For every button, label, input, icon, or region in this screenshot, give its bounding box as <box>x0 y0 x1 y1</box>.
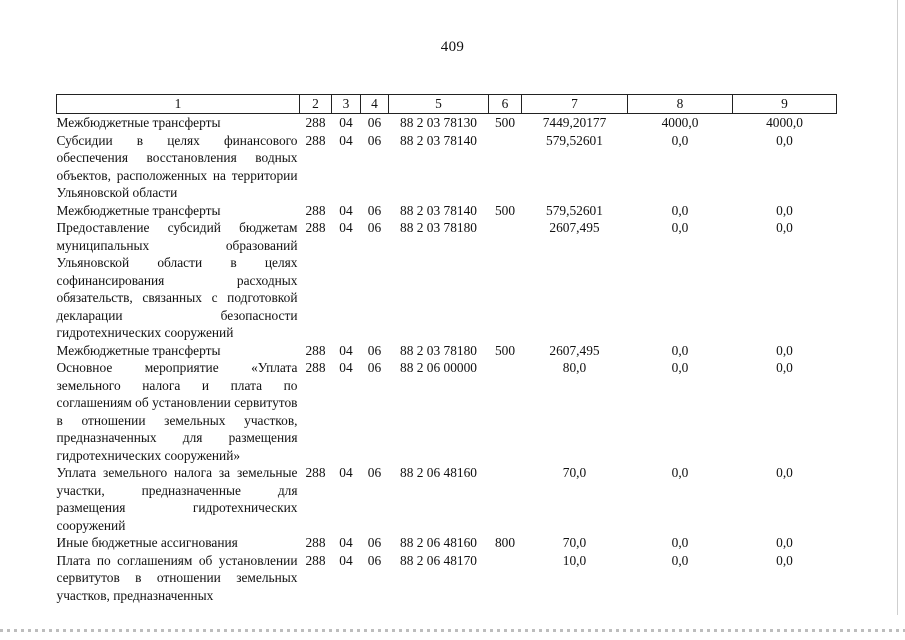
cell-subsection: 06 <box>367 360 382 375</box>
cell-expense-type <box>489 552 522 605</box>
cell-section: 04 <box>339 132 353 148</box>
cell-amount-1: 579,52601 <box>546 132 603 148</box>
table-row <box>57 534 837 552</box>
cell-amount-1: 7449,20177 <box>542 115 607 130</box>
scan-edge-line <box>897 0 898 615</box>
cell-amount-1: 579,52601 <box>546 202 603 218</box>
cell-subsection: 06 <box>367 132 382 148</box>
row-name: Плата по соглашениям об установлении сервитутов в отношении земельных участков, предназначенных <box>56 552 298 603</box>
cell-amount-1: 2607,495 <box>549 220 600 235</box>
cell-amount-3: 0,0 <box>776 342 793 358</box>
cell-amount-1: 2607,495 <box>549 342 600 358</box>
cell-amount-2: 0,0 <box>671 360 689 375</box>
cell-expense-type: 500 <box>494 202 516 218</box>
cell-amount-2: 0,0 <box>671 220 689 235</box>
table-row <box>57 202 837 220</box>
cell-expense-type: 500 <box>494 115 516 130</box>
cell-ministry-code: 288 <box>305 535 326 550</box>
row-name: Субсидии в целях финансового обеспечения восстановления водных объектов, расположенных на территории Ульяновской области <box>56 132 298 200</box>
cell-amount-1: 80,0 <box>562 360 587 375</box>
cell-section: 04 <box>339 552 353 568</box>
page-number: 409 <box>440 39 465 55</box>
cell-section: 04 <box>339 220 353 235</box>
cell-ministry-code: 288 <box>305 202 326 218</box>
cell-amount-2: 0,0 <box>671 535 689 550</box>
cell-expense-type <box>489 132 522 202</box>
cell-amount-1: 70,0 <box>562 465 587 480</box>
cell-subsection: 06 <box>367 115 382 130</box>
cell-amount-1: 10,0 <box>562 552 587 568</box>
cell-subsection: 06 <box>367 202 382 218</box>
cell-section: 04 <box>339 115 353 130</box>
row-name: Иные бюджетные ассигнования <box>56 535 238 550</box>
table-row <box>57 552 837 605</box>
cell-amount-3: 0,0 <box>776 535 793 550</box>
cell-subsection: 06 <box>367 220 382 235</box>
table-header-row <box>57 95 837 114</box>
cell-target-article: 88 2 06 48160 <box>400 465 477 480</box>
cell-section: 04 <box>339 202 353 218</box>
cell-ministry-code: 288 <box>305 342 326 358</box>
cell-target-article: 88 2 06 00000 <box>400 360 477 375</box>
table-row <box>57 114 837 132</box>
cell-section: 04 <box>339 342 353 358</box>
header-cell: 5 <box>389 95 489 114</box>
cell-section: 04 <box>339 360 353 375</box>
header-cell: 9 <box>733 95 837 114</box>
table-row <box>57 132 837 202</box>
table-row <box>57 342 837 360</box>
scan-bottom-dots <box>0 629 905 632</box>
header-cell: 1 <box>57 95 300 114</box>
budget-table <box>56 94 837 604</box>
cell-amount-3: 0,0 <box>776 220 793 235</box>
cell-amount-2: 0,0 <box>671 552 689 568</box>
cell-subsection: 06 <box>367 535 382 550</box>
cell-ministry-code: 288 <box>305 552 326 568</box>
cell-target-article: 88 2 03 78180 <box>400 342 477 358</box>
cell-subsection: 06 <box>367 342 382 358</box>
cell-ministry-code: 288 <box>305 465 326 480</box>
cell-ministry-code: 288 <box>305 360 326 375</box>
header-cell: 3 <box>332 95 361 114</box>
cell-amount-1: 70,0 <box>562 535 587 550</box>
table-row <box>57 219 837 342</box>
cell-ministry-code: 288 <box>305 115 326 130</box>
cell-expense-type <box>489 219 522 342</box>
row-name: Межбюджетные трансферты <box>56 342 221 358</box>
cell-ministry-code: 288 <box>305 132 326 148</box>
cell-expense-type <box>489 359 522 464</box>
cell-amount-3: 0,0 <box>776 552 793 568</box>
header-cell: 7 <box>522 95 628 114</box>
cell-amount-3: 0,0 <box>776 132 793 148</box>
table-row <box>57 464 837 534</box>
header-cell: 6 <box>489 95 522 114</box>
row-name: Межбюджетные трансферты <box>56 115 221 130</box>
row-name: Предоставление субсидий бюджетам муниципальных образований Ульяновской области в целях софинансирования расходных обязательств, связанных с подготовкой декларации безопасности гидротехнических сооружений <box>56 220 298 340</box>
cell-amount-3: 4000,0 <box>766 115 803 130</box>
header-cell: 2 <box>300 95 332 114</box>
cell-section: 04 <box>339 465 353 480</box>
cell-amount-2: 0,0 <box>671 132 689 148</box>
cell-amount-3: 0,0 <box>776 465 793 480</box>
cell-subsection: 06 <box>367 465 382 480</box>
cell-amount-2: 0,0 <box>671 342 689 358</box>
row-name: Основное мероприятие «Уплата земельного налога и плата по соглашениям об установлении сервитутов в отношении земельных участков, предназначенных для размещения гидротехнических сооружений» <box>56 360 298 463</box>
cell-target-article: 88 2 03 78140 <box>400 202 477 218</box>
cell-target-article: 88 2 06 48160 <box>400 535 477 550</box>
cell-amount-3: 0,0 <box>776 202 793 218</box>
table-row <box>57 359 837 464</box>
cell-amount-3: 0,0 <box>776 360 793 375</box>
cell-target-article: 88 2 03 78130 <box>400 115 477 130</box>
cell-amount-2: 4000,0 <box>661 115 699 130</box>
cell-section: 04 <box>339 535 353 550</box>
cell-ministry-code: 288 <box>305 220 326 235</box>
cell-target-article: 88 2 03 78180 <box>400 220 477 235</box>
cell-amount-2: 0,0 <box>671 202 689 218</box>
header-cell: 8 <box>628 95 733 114</box>
cell-target-article: 88 2 06 48170 <box>400 552 477 568</box>
header-cell: 4 <box>361 95 389 114</box>
cell-expense-type: 500 <box>494 342 516 358</box>
row-name: Уплата земельного налога за земельные участки, предназначенные для размещения гидротехнических сооружений <box>56 465 298 533</box>
cell-expense-type: 800 <box>494 535 516 550</box>
row-name: Межбюджетные трансферты <box>56 202 221 218</box>
cell-expense-type <box>489 464 522 534</box>
cell-target-article: 88 2 03 78140 <box>400 132 477 148</box>
cell-subsection: 06 <box>367 552 382 568</box>
cell-amount-2: 0,0 <box>671 465 689 480</box>
